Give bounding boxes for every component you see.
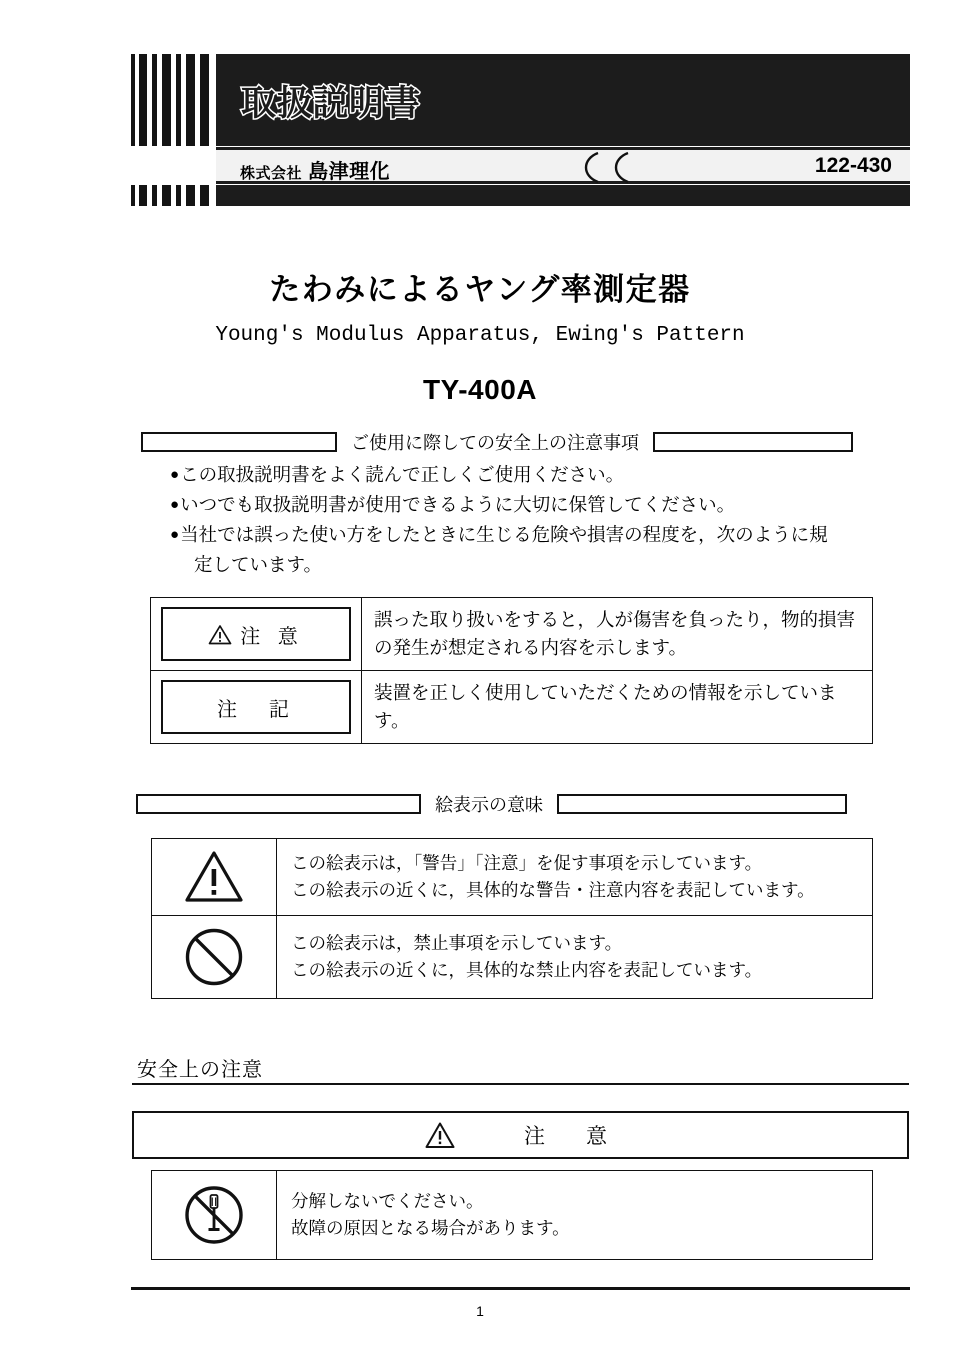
page-title-english: Young's Modulus Apparatus, Ewing's Pattern xyxy=(215,324,745,347)
safety-section-heading: 安全上の注意 xyxy=(137,1059,263,1081)
table-row xyxy=(151,671,873,744)
heading-rule-left xyxy=(136,794,421,814)
symbol-text-line: この絵表示は，禁止事項を示しています。 xyxy=(291,933,623,953)
notice-description-cell xyxy=(362,598,873,671)
caution-text-line: 分解しないでください。 xyxy=(291,1191,484,1211)
company-name xyxy=(240,155,390,184)
table-row xyxy=(152,1171,873,1260)
caution-text-line: 故障の原因となる場合があります。 xyxy=(291,1218,570,1238)
caution-banner xyxy=(132,1111,909,1159)
notice-text-line: す。 xyxy=(374,710,410,731)
symbol-meaning-table xyxy=(151,838,873,999)
heading-rule-right xyxy=(653,432,853,452)
footer-divider xyxy=(131,1287,910,1290)
no-disassembly-icon xyxy=(152,1183,276,1247)
table-row xyxy=(152,916,873,999)
table-row xyxy=(152,839,873,916)
page-title-japanese: たわみによるヤング率測定器 xyxy=(269,272,691,307)
warning-triangle-icon xyxy=(152,849,276,905)
bullet-item xyxy=(170,520,910,580)
arc-marks-icon xyxy=(576,151,646,184)
symbol-text-line: この絵表示の近くに，具体的な禁止内容を表記しています。 xyxy=(291,960,763,980)
symbols-heading-band xyxy=(136,791,901,817)
symbol-description-cell xyxy=(277,916,873,999)
notice-text-line: 装置を正しく使用していただくための情報を示していま xyxy=(374,682,837,703)
notice-label-cell xyxy=(151,671,362,744)
bullet-item xyxy=(170,490,910,520)
symbol-text-line: この絵表示は，「警告」「注意」を促す事項を示しています。 xyxy=(291,853,763,873)
safety-intro-bullets xyxy=(170,460,910,580)
caution-description-cell xyxy=(277,1171,873,1260)
symbols-heading: 絵表示の意味 xyxy=(435,795,543,815)
safety-intro-heading: ご使用に際しての安全上の注意事項 xyxy=(351,433,639,453)
note-label-text: 注 記 xyxy=(217,698,295,721)
warning-triangle-icon xyxy=(208,624,232,645)
page-number: 1 xyxy=(476,1303,484,1319)
notice-text-line: の発生が想定される内容を示します。 xyxy=(374,637,688,658)
warning-triangle-icon xyxy=(424,1121,456,1149)
bullet-text: いつでも取扱説明書が使用できるように大切に保管してください。 xyxy=(180,494,736,515)
bullet-text: この取扱説明書をよく読んで正しくご使用ください。 xyxy=(180,464,625,485)
caution-icon-cell xyxy=(152,1171,277,1260)
company-prefix: 株式会社 xyxy=(240,165,303,182)
header-title-bar xyxy=(216,54,910,146)
symbol-icon-cell xyxy=(152,916,277,999)
safety-intro-heading-band xyxy=(141,429,909,455)
prohibition-circle-icon xyxy=(152,926,276,988)
header-company-bar xyxy=(216,147,910,184)
heading-rule-left xyxy=(141,432,337,452)
bullet-text-continued: 定しています。 xyxy=(194,554,323,575)
symbol-description-cell xyxy=(277,839,873,916)
bullet-text: 当社では誤った使い方をしたときに生じる危険や損害の程度を，次のように規 xyxy=(180,524,828,545)
notice-definition-table xyxy=(150,597,873,744)
bullet-mark-icon: ● xyxy=(170,496,180,513)
manual-label: 取扱説明書 xyxy=(241,84,422,123)
caution-label-text: 注 意 xyxy=(240,625,304,648)
product-code: 122-430 xyxy=(814,154,892,177)
note-label-box xyxy=(161,680,351,734)
notice-text-line: 誤った取り扱いをすると，人が傷害を負ったり，物的損害 xyxy=(374,609,856,630)
caution-banner-label: 注 意 xyxy=(524,1125,617,1148)
heading-rule-right xyxy=(557,794,847,814)
symbol-icon-cell xyxy=(152,839,277,916)
bullet-mark-icon: ● xyxy=(170,526,180,543)
bullet-item xyxy=(170,460,910,490)
header-stripe-pattern xyxy=(131,54,209,206)
table-row xyxy=(151,598,873,671)
notice-description-cell xyxy=(362,671,873,744)
document-header xyxy=(131,54,910,206)
bullet-mark-icon: ● xyxy=(170,466,180,483)
header-main-panel xyxy=(216,54,910,206)
safety-caution-table xyxy=(151,1170,873,1260)
header-bottom-bar xyxy=(216,185,910,206)
caution-label-box xyxy=(161,607,351,661)
company-main-name: 島津理化 xyxy=(308,161,391,183)
symbol-text-line: この絵表示の近くに，具体的な警告・注意内容を表記しています。 xyxy=(291,880,815,900)
model-number: TY-400A xyxy=(423,374,537,405)
section-divider xyxy=(132,1083,909,1085)
notice-label-cell xyxy=(151,598,362,671)
